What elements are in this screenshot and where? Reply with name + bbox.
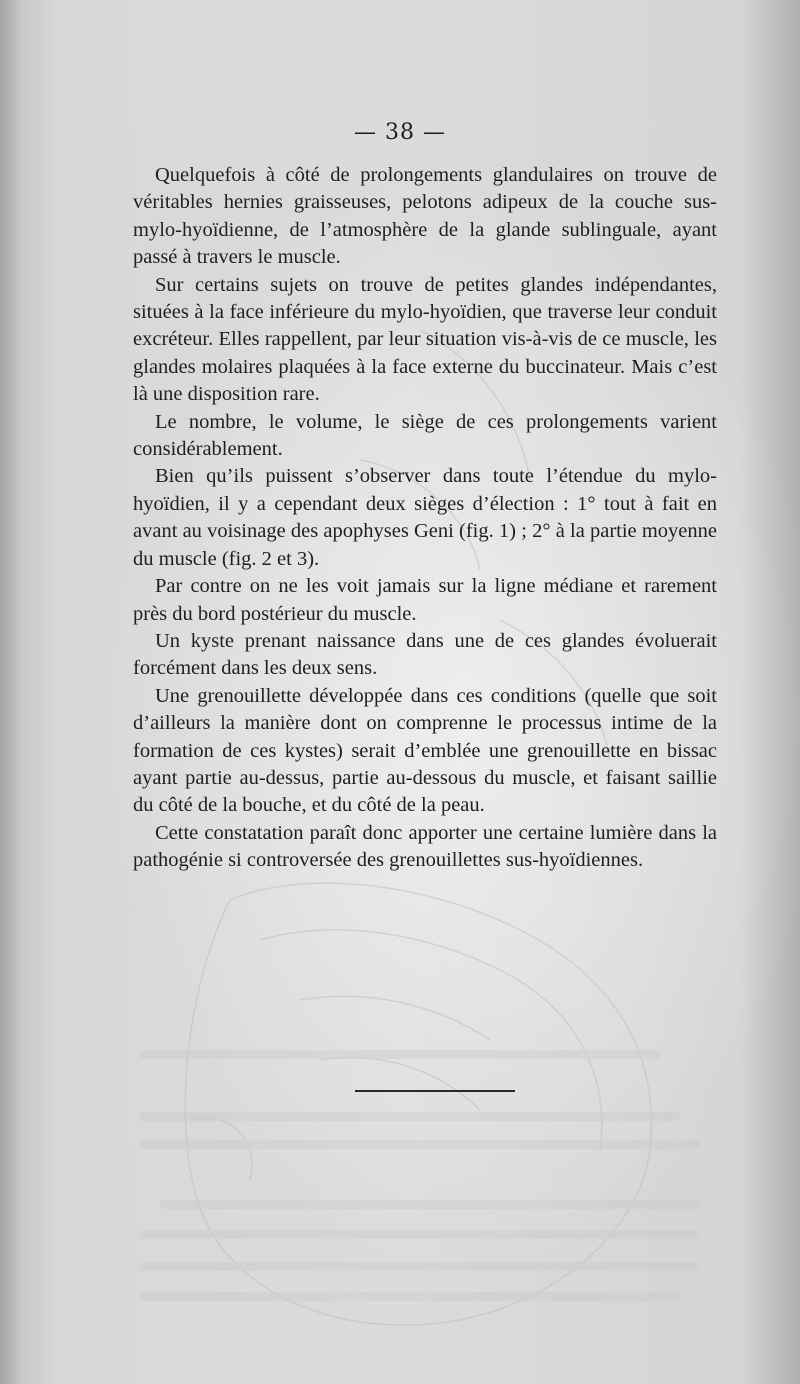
paragraph: Sur certains sujets on trouve de petites glandes indépendantes, situées à la face inférieure du mylo-hyoïdien, que traverse leur conduit excréteur. Elles rappellent, par leur situation vis-à-vis de ce muscle, les glandes molaires plaquées à la face externe du buccinateur. Mais c’est là une disposition rare. — [133, 273, 717, 406]
paragraph: Le nombre, le volume, le siège de ces prolongements varient considérablement. — [133, 410, 717, 461]
paragraph: Une grenouillette développée dans ces conditions (quelle que soit d’ailleurs la manière dont on comprenne le processus intime de la formation de ces kystes) serait d’emblée une grenouillette en bissac ayant partie au-dessus, partie au-dessous du muscle, et faisant saillie du côté de la bouche, et du côté de la peau. — [133, 684, 717, 817]
paragraph: Par contre on ne les voit jamais sur la ligne médiane et rarement près du bord postérieur du muscle. — [133, 575, 717, 625]
paragraph: Bien qu’ils puissent s’observer dans toute l’étendue du mylo-hyoïdien, il y a cependant deux sièges d’élection : 1° tout à fait en avant au voisinage des apophyses Geni (fig. 1) ; 2° à la partie moyenne du muscle (fig. 2 et 3). — [133, 465, 717, 570]
paragraph: Un kyste prenant naissance dans une de ces glandes évoluerait forcément dans les deux sens. — [133, 629, 717, 680]
body-text — [133, 162, 717, 875]
section-divider — [355, 1090, 515, 1092]
paragraph: Quelquefois à côté de prolongements glandulaires on trouve de véritables hernies graisseuses, pelotons adipeux de la couche sus-mylo-hyoïdienne, de l’atmosphère de la glande sublinguale, ayant passé à travers le muscle. — [133, 164, 717, 269]
page-number: — 38 — — [354, 120, 446, 145]
paragraph: Cette constatation paraît donc apporter une certaine lumière dans la pathogénie si controversée des grenouillettes sus-hyoïdiennes. — [133, 821, 717, 872]
